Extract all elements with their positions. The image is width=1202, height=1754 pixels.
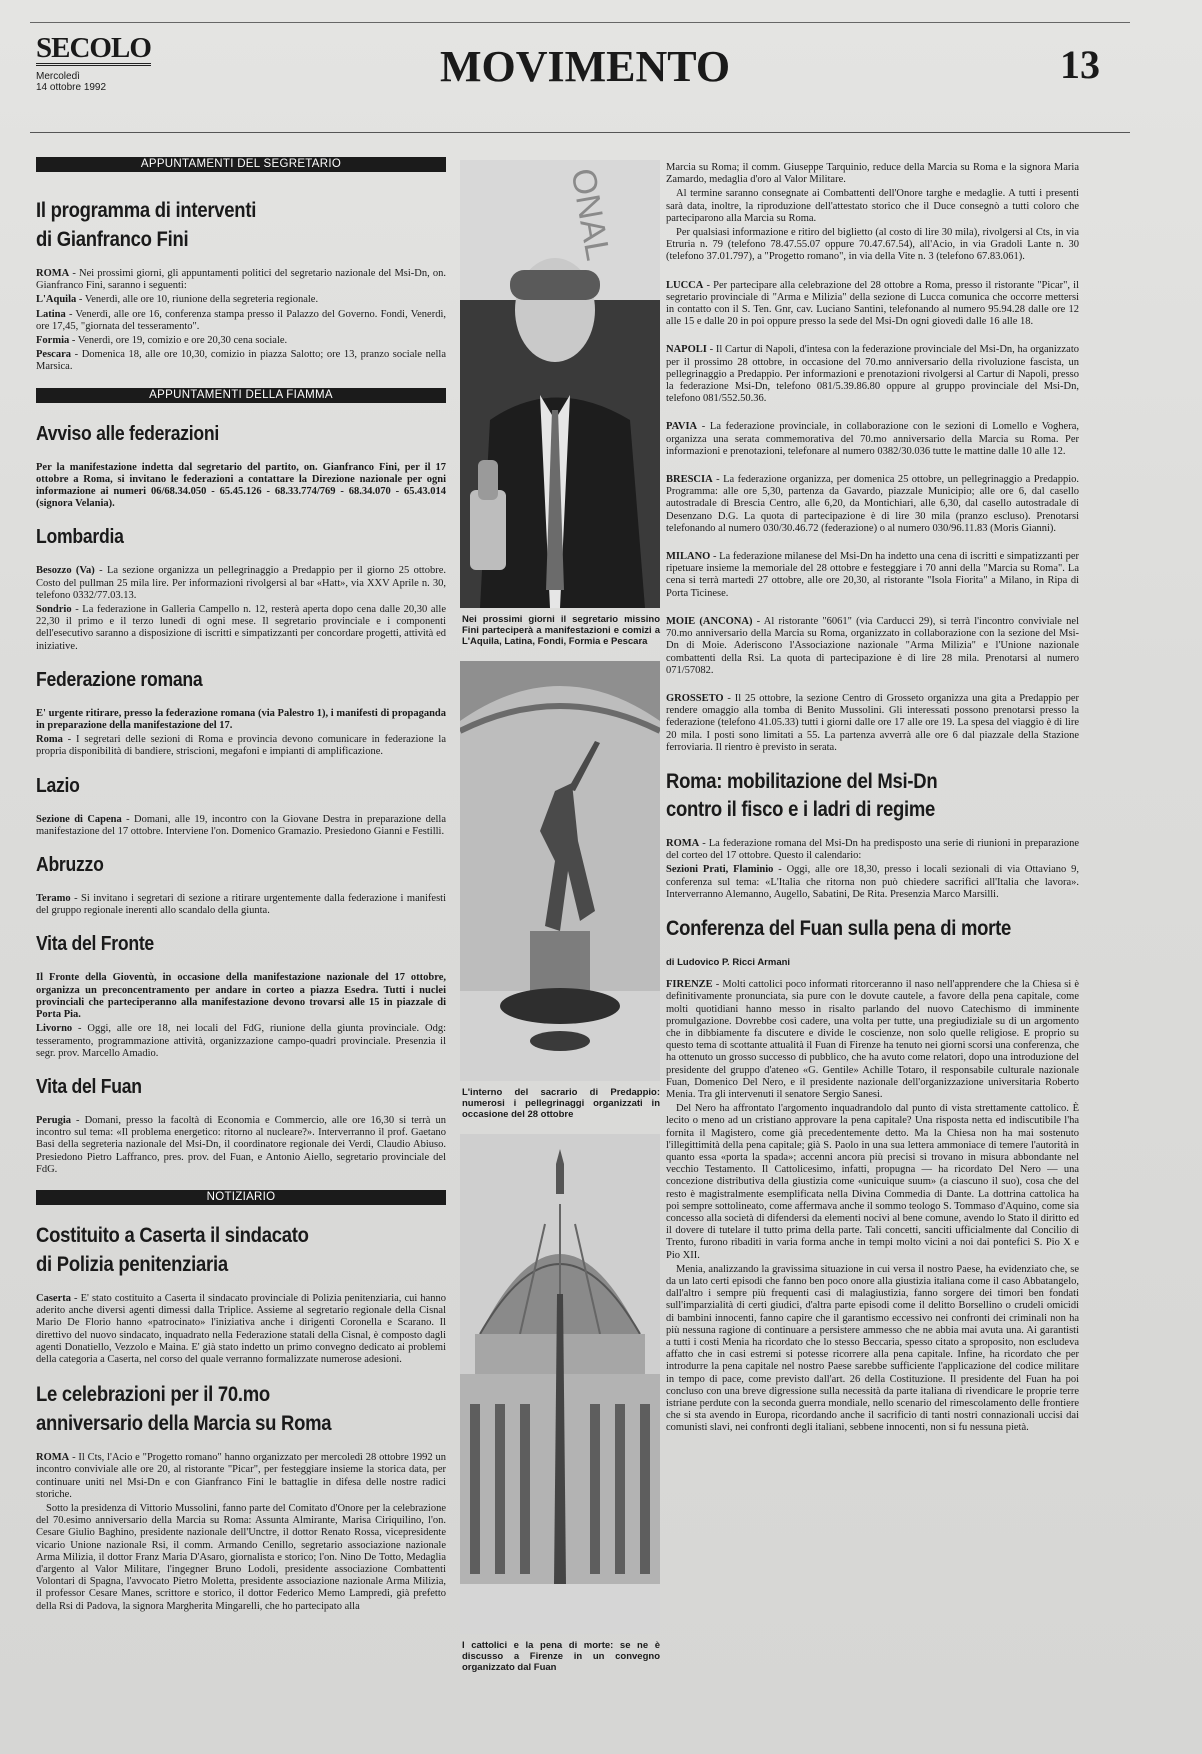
- page-number: 13: [1060, 42, 1100, 87]
- article-roma-mobilitazione: [666, 768, 1079, 901]
- dateline: LUCCA: [666, 279, 704, 291]
- article-fuan-perugia: [36, 1074, 446, 1176]
- paragraph: - Per partecipare alla celebrazione del 28 ottobre a Roma, presso il ristorante "Picar", il segretario provinciale di "Arma e Milizia" della sezione di Lucca comunica che occorre mettersi in contatto con il S. Ten. Gnr, cav. Luciano Santini, telefonando al numero 95.94.28 dalle ore 12 alle 15 e dalle 20 in poi oppure presso la sede del Msi-Dn ogni giovedì dalle 16 alle 18.: [666, 279, 1079, 328]
- paragraph: Al termine saranno consegnate ai Combattenti dell'Onore targhe e medaglie. A tutti i presenti sarà data, inoltre, la riproduzione dell'attestato storico che il Duce consegnò a tutti coloro che parteciparono alla Marcia su Roma.: [666, 188, 1079, 224]
- paragraph: - I segretari delle sezioni di Roma e provincia devono comunicare in federazione la propria disponibilità di bandiere, striscioni, megafoni e impianti di amplificazione.: [36, 734, 446, 758]
- paragraph: - Si invitano i segretari di sezione a ritirare urgentemente dalla federazione i manifesti del gruppo regionale inerenti allo scandalo della giunta.: [36, 893, 446, 917]
- masthead: [30, 22, 1130, 102]
- headline-abruzzo: Abruzzo: [36, 854, 104, 877]
- headline-fuan: Vita del Fuan: [36, 1075, 142, 1098]
- article-fronte: [36, 931, 446, 1059]
- dateline: ROMA: [36, 268, 70, 279]
- dateline: BRESCIA: [666, 474, 713, 486]
- paragraph: - Venerdì, alle ore 10, riunione della segreteria regionale.: [76, 294, 319, 306]
- dateline: PAVIA: [666, 421, 698, 433]
- section-title: MOVIMENTO: [440, 42, 731, 91]
- paragraph: Il Fronte della Gioventù, in occasione della manifestazione nazionale del 17 ottobre, organizza un preconcentramento per andare in corteo a piazza Esedra. Tutti i nuclei provinciali che parteciperanno alla manifestazione devono trovarsi alle 15 in piazzale di Porta Pia.: [36, 972, 446, 1021]
- paragraph: - Domenica 18, alle ore 10,30, comizio in piazza Salotto; ore 13, pranzo sociale nella Marsica.: [36, 349, 446, 373]
- photo-san-pietro: [460, 1134, 660, 1634]
- portrait-photo: [460, 160, 660, 608]
- paragraph: Del Nero ha affrontato l'argomento inquadrandolo dal punto di vista strettamente cattolico. È lecito o meno ad un cristiano approvare la pena capitale? Una risposta netta ed indiscutibile l'ha fornita il Magistero, come già precedentemente detto. Ma la Chiesa non ha mai sostenuto l'illegittimità della pena capitale; già S. Paolo in una sua lettera ammoniace di temere l'autorità in quanto essa «porta la spada»; accenni ancora più precisi si trovano in misura abbondante nel vecchio Testamento. Il Cattolicesimo, infatti, propugna — ha ricordato Del Nero — una concezione distributiva della giustizia come «unicuique suum» (a ciascuno il suo), cosa che del resto è magistralmente esemplificata nella Divina Commedia di Dante. La dottrina cattolica ha poi sempre sottolineato, come affermava anche il sommo teologo S. Tommaso d'Aquino, come sia concesso alla società di difendersi da elementi nocivi al bene comune, avendo lo Stato il diritto ed il dovere di tutelare il tutto prima della parte. Tali concetti, sanciti ufficialmente dal Concilio di Trento, furono ribaditi in varia forma anche in tempi molto vicini a noi dai pontefici S. Pio X e Pio XII.: [666, 1103, 1079, 1261]
- paragraph: - La federazione romana del Msi-Dn ha predisposto una serie di riunioni in preparazione del corteo del 17 ottobre. Questo il calendario:: [666, 837, 1079, 862]
- dateline: MILANO: [666, 551, 711, 563]
- article-marcia: [36, 1380, 446, 1613]
- headline-marcia-1: Le celebrazioni per il 70.mo: [36, 1383, 270, 1407]
- paragraph: Per la manifestazione indetta dal segretario del partito, on. Gianfranco Fini, per il 17 ottobre a Roma, si invitano le federazioni a contattare la Direzione nazionale per ogni informazione ai numeri 06/68.34.050 - 65.45.126 - 68.33.774/769 - 68.34.070 - 65.43.014 (signora Velania).: [36, 461, 446, 510]
- photo-caption: L'interno del sacrario di Predappio: numerosi i pellegrinaggi organizzati in occasione del 28 ottobre: [462, 1087, 660, 1120]
- dateline: Roma: [36, 734, 63, 746]
- article-caserta: [36, 1221, 446, 1366]
- dateline: GROSSETO: [666, 692, 724, 704]
- paragraph: - Oggi, alle ore 18,30, presso i locali sezionali di via Ottaviano 9, conferenza sul tema: «L'Italia che ritorna non può chiedere sacrifici all'Italia che lavora». Interverranno Alemanno, Augello, Sabatini, De Rita. Presenzia Marco Marsilli.: [666, 864, 1079, 900]
- photo-sacrario: [460, 661, 660, 1081]
- paragraph: - Oggi, alle ore 18, nei locali del FdG, riunione della giunta provinciale. Odg: tesseramento, programmazione attività, organizzazione campo-quadri provinciale. Presenzia il segr. prov. Marcello Amadio.: [36, 1023, 446, 1059]
- dateline: FIRENZE: [666, 979, 713, 991]
- article-avviso: [36, 421, 446, 511]
- newspaper-logo: SECOLO: [36, 32, 151, 64]
- paragraph: Menia, analizzando la gravissima situazione in cui versa il nostro Paese, ha evidenziato che, se da un lato certi episodi che fanno ben poco onore alla giustizia italiana come il caso Abbatangelo, dall'altro i sempre più frequenti casi di malagiustizia, fanno sorgere dei timori ben fondati sull'imparzialità di certi giudici, d'altra parte episodi come il delitto Borsellino o crudeli omicidi di bambini innocenti, fanno capire che il garantismo eccessivo nei confronti dei criminali non ha più nessuna ragione di continuare a persistere ammesso che ne abbia mai avuta una. Ai garantisti a tutti i costi Menia ha ricordato che lo stesso Beccaria, spesso citato a sproposito, non escludeva affatto che in casi estremi si potesse ricorrere alla pena capitale. Infine, ha ricordato che per introdurre la pena capitale nel nostro Paese sarebbe sufficiente l'applicazione del codice militare in tempo di pace, come previsto dall'art. 26 della Costituzione. Il presidente del Fuan ha poi concluso con una breve digressione sulla necessità da parte italiana di rivendicare le proprie terre istriane perdute con la seconda guerra mondiale, nello scenario del rimescolamento delle frontiere che si sta avendo in Europa, ricordando anche il sacrificio di tanti nostri connazionali uccisi dai comunisti slavi, nei confronti degli italiani, sebbene innocenti, non si fu nessuna pietà.: [666, 1263, 1079, 1434]
- middle-column: [460, 160, 662, 1687]
- headline-lombardia: Lombardia: [36, 526, 124, 549]
- dateline: ROMA: [666, 837, 700, 849]
- paragraph: - E' stato costituito a Caserta il sindacato provinciale di Polizia penitenziaria, cui hanno aderito anche diversi agenti dimessi dalla Triplice. Assieme al segretario regionale della Cisnal Mario De Florio hanno «patrocinato» l'iniziativa anche i dirigenti Coronella e Scarano. Il direttivo del nuovo sindacato, inquadrato nella Federazione statali della Cisnal, è composto dagli agenti Donatiello, Vezzolo e Maina. E' già stato indetto un primo convegno dedicato ai problemi della categoria a Caserta, nel corso del quale verranno formalizzate numerose adesioni.: [36, 1292, 446, 1365]
- headline-caserta-1: Costituito a Caserta il sindacato: [36, 1223, 309, 1247]
- dateline: Besozzo (Va): [36, 565, 95, 577]
- paragraph: - La sezione organizza un pellegrinaggio a Predappio per il giorno 25 ottobre. Costo del pullman 25 mila lire. Per informazioni rivolgersi al bar «Hatt», via XXV Aprile n. 30, telefono 0332/77.03.13.: [36, 565, 446, 601]
- headline-avviso: Avviso alle federazioni: [36, 422, 220, 445]
- headline-marcia-2: anniversario della Marcia su Roma: [36, 1412, 332, 1436]
- dateline: Sondrio: [36, 604, 72, 616]
- paragraph: E' urgente ritirare, presso la federazione romana (via Palestro 1), i manifesti di propaganda in preparazione della manifestazione del 17.: [36, 707, 446, 732]
- paragraph: - Domani, presso la facoltà di Economia e Commercio, alle ore 16,30 si terrà un incontro sul tema: «Il problema energetico: ritorno al nucleare?». Interverranno il prof. Gaetano Basi della segreteria nazionale del Msi-Dn, il coordinatore regionale dei Verdi, Claudio Abiuso. Presiedono Pietro Laffranco, pres. prov. del Fuan, e Antonio Aiello, segretario provinciale del FdG.: [36, 1114, 446, 1175]
- section-bar-segretario: APPUNTAMENTI DEL SEGRETARIO: [36, 157, 446, 172]
- article-lombardia: [36, 524, 446, 652]
- sacrario-photo: [460, 661, 660, 1081]
- paragraph: - La federazione provinciale, in collaborazione con le sezioni di Lomello e Voghera, organizza una serata commemorativa del 70.mo anniversario della Marcia su Roma. Per informazioni e prenotazioni, telefonare al numero 0382/30.036 tutte le mattine dalle 10 alle 12.: [666, 421, 1079, 457]
- article-fuan-pena-di-morte: [666, 915, 1079, 1435]
- paragraph: Sotto la presidenza di Vittorio Mussolini, fanno parte del Comitato d'Onore per la celebrazione del 70.esimo anniversario della Marcia su Roma: Assunta Almirante, Marisa Ciriquilino, l'on. Cesare Giulio Baghino, presidente nazionale dell'Unctre, il dottor Renato Rossa, vicepresidente vicario Unione nazionale Rsi, il comm. Armando Cenillo, segretario associazione nazionale Arma Milizia, il dottor Franz Maria D'Asaro, giornalista e storico; l'on. Nino De Totto, Medaglia d'argento al Valor Militare, l'ingegner Bruno Lodoli, presidente associazione Combattenti Volontari di Spagna, l'avvocato Pietro Moletta, presidente associazione nazionale Arma Milizia, il professor Cesare Manes, scrittore e storico, il dottor Federico Memo Lampredi, già prefetto della Rsi di Padova, la signora Margherita Mingarelli, che ho partecipato alla: [36, 1502, 446, 1612]
- issue-date-text: 14 ottobre 1992: [36, 82, 107, 93]
- headline-roma-1: Roma: mobilitazione del Msi-Dn: [666, 769, 938, 793]
- dateline: Perugia: [36, 1114, 71, 1126]
- left-column: [36, 157, 446, 1627]
- paragraph: - Venerdì, ore 19, comizio e ore 20,30 cena sociale.: [69, 335, 288, 347]
- masthead-rule: [30, 132, 1130, 133]
- dateline: Formia: [36, 335, 70, 347]
- paragraph: - Al ristorante "6061" (via Carducci 29), si terrà l'incontro conviviale nel 70.mo anniversario della Marcia su Roma, organizzato in collaborazione con la sezione del Msi-Dn di Moie. Aderiscono l'Associazione nazionale "Arma Milizia" e l'Unione nazionale combattenti della Rsi. La quota di partecipazione è di lire 28 mila. Prenotarsi al numero 071/57082.: [666, 615, 1079, 676]
- dateline: Caserta: [36, 1292, 71, 1304]
- photo-fini: [460, 160, 660, 608]
- dateline: Livorno: [36, 1023, 73, 1035]
- article-abruzzo: [36, 852, 446, 917]
- headline-roma-2: contro il fisco e i ladri di regime: [666, 797, 936, 821]
- headline-fini-1: Il programma di interventi: [36, 199, 257, 222]
- svg-text:ONAL: ONAL: [563, 165, 617, 264]
- section-bar-notiziario: NOTIZIARIO: [36, 1190, 446, 1205]
- section-bar-fiamma: APPUNTAMENTI DELLA FIAMMA: [36, 388, 446, 403]
- dateline: MOIE (ANCONA): [666, 615, 753, 627]
- byline: di Ludovico P. Ricci Armani: [666, 956, 791, 968]
- headline-fronte: Vita del Fronte: [36, 933, 154, 956]
- paragraph: Per qualsiasi informazione e ritiro del biglietto (al costo di lire 30 mila), rivolgersi al Cts, in via Etruria n. 79 (telefono 78.47.55.07 oppure 70.47.67.54), all'Acio, in via Gradoli Lante n. 30 (telefono 37.01.797), a "Progetto romano", in via della Vite n. 3 (telefono 67.83.061).: [666, 227, 1079, 263]
- dateline: NAPOLI: [666, 344, 707, 356]
- paragraph: - Domani, alle 19, incontro con la Giovane Destra in preparazione della manifestazione del 17 ottobre. Interviene l'on. Domenico Gramazio. Presiedono Gianni e Festilli.: [36, 813, 446, 837]
- paragraph: - Il Cts, l'Acio e "Progetto romano" hanno organizzato per mercoledì 28 ottobre 1992 un incontro conviviale alle ore 20, al ristorante "Picar", per festeggiare insieme la storica data, per continuare uniti nel Msi-Dn e con Gianfranco Fini le battaglie in difesa delle nostre radici storiche.: [36, 1452, 446, 1500]
- dateline: Latina: [36, 308, 66, 320]
- article-fini: [36, 196, 446, 374]
- issue-date: [36, 71, 106, 93]
- article-marcia-continued: [666, 162, 1079, 754]
- paragraph: - Il Cartur di Napoli, d'intesa con la federazione provinciale del Msi-Dn, ha organizzato per il prossimo 28 ottobre, in occasione del 70.mo anniversario della rivoluzione fascista, un pellegrinaggio a Predappio. Per informazioni e prenotazioni rivolgersi al Cartur di Napoli, presso la federazione Msi-Dn, telefono 081/5.39.86.80 oppure al gruppo provinciale del Msi-Dn, telefono 081/552.50.36.: [666, 344, 1079, 405]
- paragraph: - Molti cattolici poco informati ritorceranno il naso nell'apprendere che la Chiesa si è definitivamente pronunciata, sia pure con le dovute cautele, a favore della pena capitale, come molti quotidiani hanno messo in risalto parlando del nuovo Catechismo di imminente promulgazione. Dovrebbe così cadere, una volta per tutte, una pregiudiziale su di un argomento che in dibbiamente fa discutere e divide le coscienze, non solo quelle religiose. E proprio su questo tema di scottante attualità il Fuan di Firenze ha tenuto nei giorni scorsi una conferenza, che ha ottenuto un grosso successo di pubblico, che ha avuto come relatori, dopo una introduzione del presidente del gruppo d'ateneo «G. Gentile» Achille Totaro, il responsabile culturale nazionale Fuan, Domenico Del Nero, e il presidente nazionale dell'organizzazione universitaria Roberto Menia. Tra gli intervenuti il senatore Sergio Sanesi.: [666, 979, 1079, 1100]
- article-lazio: [36, 773, 446, 838]
- headline-caserta-2: di Polizia penitenziaria: [36, 1252, 228, 1276]
- paragraph: - La federazione in Galleria Campello n. 12, resterà aperta dopo cena dalle 20,30 alle 22,30 il primo e il terzo lunedì di ogni mese. Il segretario provinciale e i componenti dell'esecutivo saranno a disposizione di iscritti e simpatizzanti per concordare progetti, attività ed iniziative.: [36, 604, 446, 652]
- headline-fuan-conferenza: Conferenza del Fuan sulla pena di morte: [666, 916, 1012, 940]
- dateline: ROMA: [36, 1452, 70, 1464]
- dateline: Teramo: [36, 893, 71, 905]
- dateline: Sezioni Prati, Flaminio: [666, 864, 774, 876]
- dateline: Pescara: [36, 349, 71, 361]
- issue-day: Mercoledì: [36, 71, 80, 82]
- headline-lazio: Lazio: [36, 774, 80, 797]
- paragraph: Marcia su Roma; il comm. Giuseppe Tarquinio, reduce della Marcia su Roma e la signora Maria Zamardo, medaglia d'oro al Valor Militare.: [666, 162, 1079, 186]
- headline-federazione-romana: Federazione romana: [36, 668, 203, 691]
- right-column: [666, 162, 1079, 1449]
- paragraph: - La federazione organizza, per domenica 25 ottobre, un pellegrinaggio a Predappio. Programma: alle ore 5,30, partenza da Gavardo, piazzale Municipio; alle ore 6, dal casello autostradale di Brescia Centro, alle 6,20, da Montichiari, alle 6,30, dal casello autostradale di Desenzano D.G. La quota di partecipazione è di lire 30 mila (pranzo escluso). Prenotarsi telefonando al numero 030/30.46.72 (federazione) o al numero 030/96.11.83 (Moris Gianni).: [666, 474, 1079, 534]
- headline-fini-2: di Gianfranco Fini: [36, 228, 189, 251]
- dateline: Sezione di Capena: [36, 813, 122, 825]
- paragraph: - La federazione milanese del Msi-Dn ha indetto una cena di iscritti e simpatizzanti per ripetuare insieme la memoriale del 28 ottobre e festeggiare i 70 anni della "Marcia su Roma". La cena si terrà martedì 27 ottobre, alle ore 20,30, al ristorante "Isola Fiorita" a Milano, in Ripa di Porta Ticinese.: [666, 551, 1079, 599]
- photo-caption: Nei prossimi giorni il segretario missino Fini parteciperà a manifestazioni e comizi a L'Aquila, Latina, Fondi, Formia e Pescara: [462, 614, 660, 647]
- article-federazione-romana: [36, 667, 446, 759]
- paragraph: - Il 25 ottobre, la sezione Centro di Grosseto organizza una gita a Predappio per rendere omaggio alla tomba di Benito Mussolini. Gli interessati possono prenotarsi presso la federazione (telefono 41.05.33) tutti i giorni dalle ore 17 alle ore 19. La spesa del viaggio è di lire 20 mila. I posti sono limitati a 55. La partenza avverrà alle ore 6 dal piazzale della Stazione ferroviaria. Il rientro è previsto in serata.: [666, 692, 1079, 753]
- photo-caption: I cattolici e la pena di morte: se ne è discusso a Firenze in un convegno organizzato dal Fuan: [462, 1640, 660, 1673]
- st-peters-photo: [460, 1134, 660, 1634]
- paragraph: - Venerdì, alle ore 16, conferenza stampa presso il Palazzo del Governo. Fondi, Venerdì, ore 17,45, "giornata del tesseramento".: [36, 308, 446, 332]
- paragraph: - Nei prossimi giorni, gli appuntamenti politici del segretario nazionale del Msi-Dn, on. Gianfranco Fini, saranno i seguenti:: [36, 268, 446, 292]
- dateline: L'Aquila: [36, 294, 77, 306]
